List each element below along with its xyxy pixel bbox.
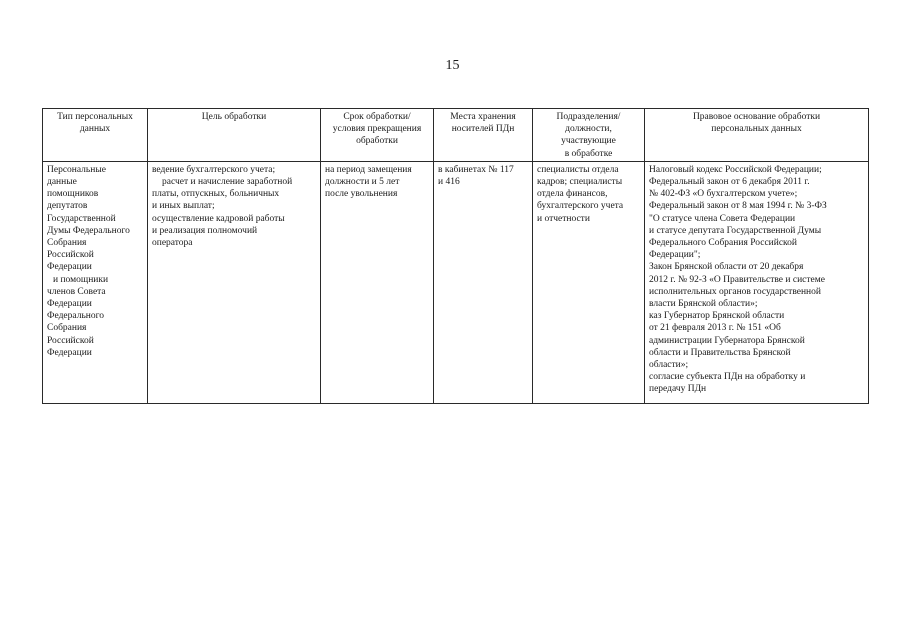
header-data-type: Тип персональных данных: [43, 109, 148, 162]
header-storage: Места хранения носителей ПДн: [434, 109, 533, 162]
cell-data-type: Персональные данные помощников депутатов Государственной Думы Федерального Собрания Российской Федерации и помощники членов Совета Федерации Федерального Собрания Российской Федерации: [43, 161, 148, 403]
cell-purpose: ведение бухгалтерского учета; расчет и начисление заработной платы, отпускных, больничных и иных выплат; осуществление кадровой работы и реализация полномочий оператора: [148, 161, 321, 403]
header-purpose: Цель обработки: [148, 109, 321, 162]
header-period: Срок обработки/ условия прекращения обработки: [321, 109, 434, 162]
cell-period: на период замещения должности и 5 лет после увольнения: [321, 161, 434, 403]
personal-data-table: [42, 108, 869, 404]
cell-legal-basis: Налоговый кодекс Российской Федерации; Федеральный закон от 6 декабря 2011 г. № 402-ФЗ «О бухгалтерском учете»; Федеральный закон от 8 мая 1994 г. № 3-ФЗ "О статусе члена Совета Федерации и статусе депутата Государственной Думы Федерального Собрания Российской Федерации"; Закон Брянской области от 20 декабря 2012 г. № 92-З «О Правительстве и системе исполнительных органов государственной власти Брянской области»; каз Губернатор Брянской области от 21 февраля 2013 г. № 151 «Об администрации Губернатора Брянской области и Правительства Брянской области»; согласие субъекта ПДн на обработку и передачу ПДн: [645, 161, 869, 403]
header-departments: Подразделения/ должности, участвующие в обработке: [533, 109, 645, 162]
header-legal-basis: Правовое основание обработки персональных данных: [645, 109, 869, 162]
page-number: 15: [445, 58, 460, 73]
table-header-row: [43, 109, 869, 162]
cell-storage: в кабинетах № 117 и 416: [434, 161, 533, 403]
cell-departments: специалисты отдела кадров; специалисты отдела финансов, бухгалтерского учета и отчетности: [533, 161, 645, 403]
table-row: [43, 161, 869, 403]
